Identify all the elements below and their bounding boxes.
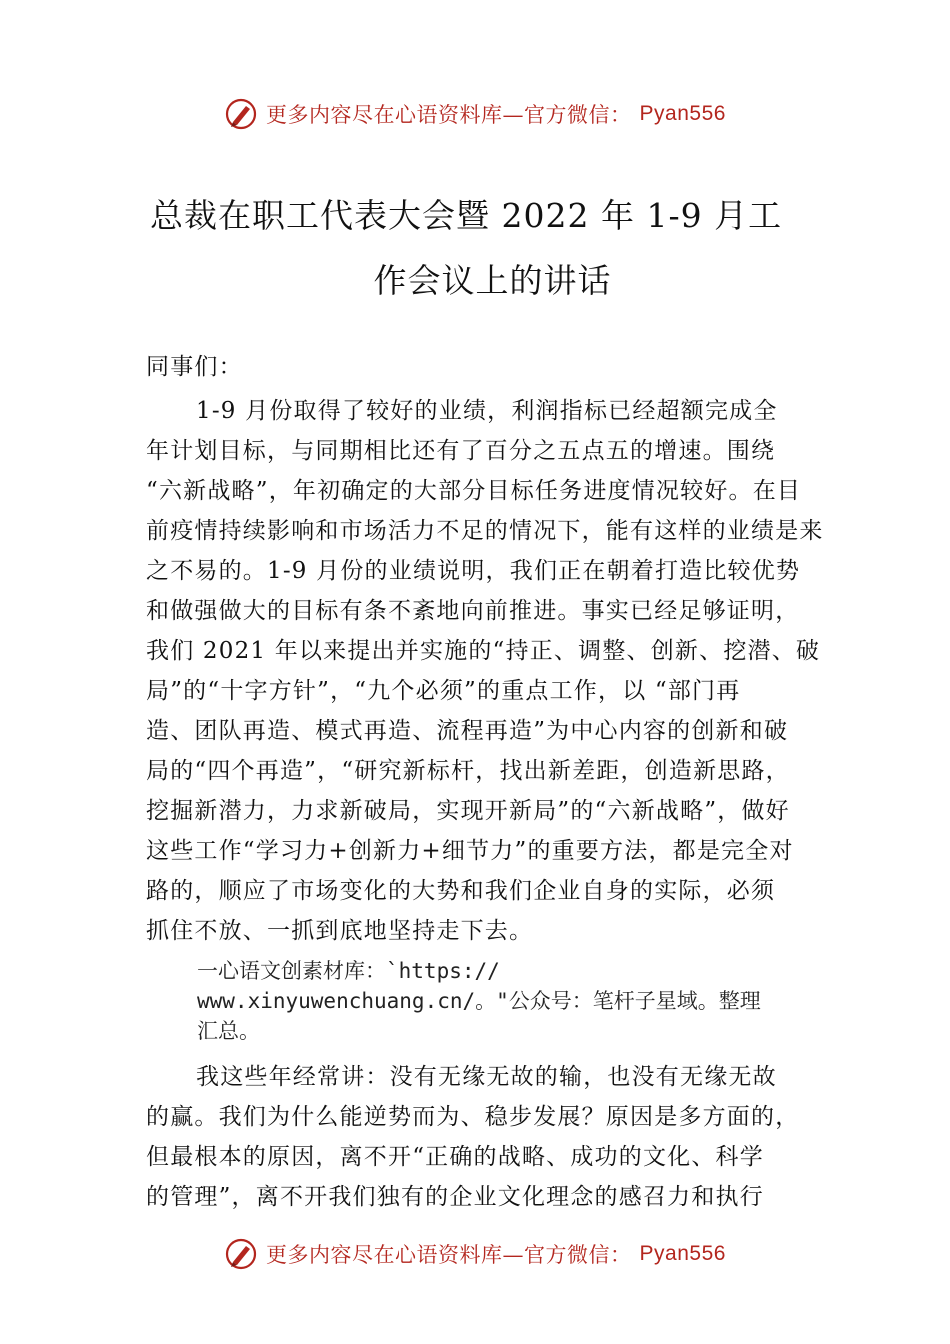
paragraph-line: 但最根本的原因，离不开“正确的战略、成功的文化、科学 [146, 1144, 764, 1170]
watermark-text: 更多内容尽在心语资料库—官方微信： [266, 1243, 632, 1267]
watermark-text: 更多内容尽在心语资料库—官方微信： [266, 103, 632, 127]
watermark-banner-top [0, 92, 950, 136]
paragraph-line: 抓住不放、一抓到底地坚持走下去。 [146, 918, 534, 944]
wechat-id: Pyan556 [639, 1242, 726, 1265]
source-note-line: 汇总。 [197, 1019, 260, 1043]
paragraph-line: 年计划目标，与同期相比还有了百分之五点五的增速。围绕 [146, 438, 776, 464]
paragraph-line: 挖掘新潜力，力求新破局，实现开新局”的“六新战略”，做好 [146, 798, 790, 824]
watermark-banner-bottom [0, 1232, 950, 1276]
paragraph-line: 我们 2021 年以来提出并实施的“持正、调整、创新、挖潜、破 [146, 638, 821, 664]
paragraph-line: 前疫情持续影响和市场活力不足的情况下，能有这样的业绩是来 [146, 518, 824, 544]
paragraph-line: 这些工作“学习力+创新力+细节力”的重要方法，都是完全对 [146, 838, 794, 864]
paragraph-line: 造、团队再造、模式再造、流程再造”为中心内容的创新和破 [146, 718, 789, 744]
paragraph-line: 的赢。我们为什么能逆势而为、稳步发展？原因是多方面的， [146, 1104, 800, 1130]
document-title-line2: 作会议上的讲话 [373, 261, 612, 300]
paragraph-line: 之不易的。1-9 月份的业绩说明，我们正在朝着打造比较优势 [146, 558, 801, 584]
salutation: 同事们： [146, 354, 243, 380]
pen-logo-icon [224, 1237, 258, 1271]
paragraph-line: 局”的“十字方针”，“九个必须”的重点工作，以 “部门再 [146, 678, 741, 704]
paragraph-line: “六新战略”，年初确定的大部分目标任务进度情况较好。在目 [146, 478, 802, 504]
wechat-id: Pyan556 [639, 102, 726, 125]
paragraph-line: 1-9 月份取得了较好的业绩，利润指标已经超额完成全 [196, 398, 778, 424]
paragraph-line: 的管理”，离不开我们独有的企业文化理念的感召力和执行 [146, 1184, 764, 1210]
source-note-line: 一心语文创素材库：`https:// [197, 959, 500, 983]
document-title-line1: 总裁在职工代表大会暨 2022 年 1-9 月工 [150, 196, 783, 235]
paragraph-line: 局的“四个再造”，“研究新标杆，找出新差距，创造新思路， [146, 758, 790, 784]
paragraph-line: 路的，顺应了市场变化的大势和我们企业自身的实际，必须 [146, 878, 776, 904]
paragraph-line: 和做强做大的目标有条不紊地向前推进。事实已经足够证明， [146, 598, 800, 624]
paragraph-line: 我这些年经常讲：没有无缘无故的输，也没有无缘无故 [196, 1064, 777, 1090]
pen-logo-icon [224, 97, 258, 131]
source-note-line: www.xinyuwenchuang.cn/。"公众号：笔杆子星域。整理 [197, 989, 761, 1013]
